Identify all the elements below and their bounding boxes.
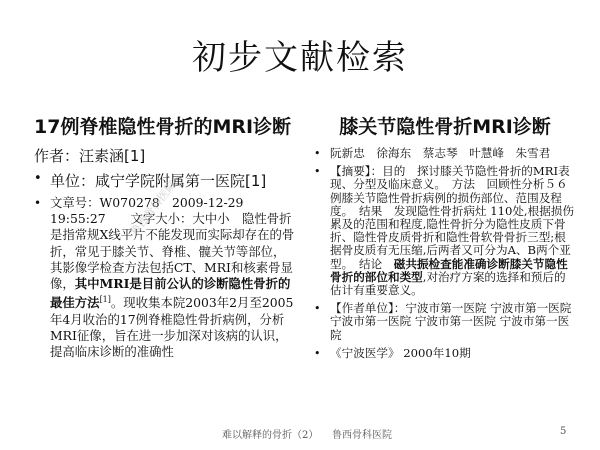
right-abstract-highlight: 磁共振检查能准确诊断膝关节隐性骨折的部位和类型	[330, 256, 568, 284]
right-abstract-text: 【摘要】：目的 探讨膝关节隐性骨折的MRI表现、分型及临床意义。 方法 回顾性分析５６例膝关节隐性骨折病例的损伤部位、范围及程度。 结果 发现隐性骨折病灶 110处,根据损伤累及的范围和程度,隐性骨折分为隐性皮质下骨折、隐性骨皮质骨折和隐性骨软骨骨折三型;根据骨皮质有无压缩,后两者又可分为A、B两个亚型。 结论	[330, 164, 574, 271]
left-body-text: 文章号：W070278 2009-12-29 19:55:27 文字大小：大中小 隐性骨折是指常规X线平片不能发现而实际却存在的骨折，常见于膝关节、脊椎、髋关节等部位，其影像学检查方法包括CT、MRI和核素骨显像，	[50, 195, 295, 292]
right-article-unit	[314, 302, 576, 342]
bullet-dot-icon: •	[34, 196, 42, 210]
left-article	[34, 112, 296, 360]
left-body-highlight: 其中MRI是目前公认的诊断隐性骨折的最佳方法	[50, 276, 291, 311]
right-article-abstract	[314, 165, 576, 297]
right-article-authors	[314, 147, 576, 160]
slide-title: 初步文献检索	[192, 38, 408, 78]
bullet-dot-icon: •	[314, 302, 321, 316]
right-authors-text: 阮新忠 徐海东 蔡志琴 叶慧峰 朱雪君	[330, 146, 551, 160]
footer-presentation-title: 难以解释的骨折（2）	[222, 430, 319, 441]
left-article-body	[34, 195, 296, 360]
left-article-author: 作者：汪素涵[1]	[34, 147, 146, 165]
footer-hospital-name: 鲁西骨科医院	[332, 430, 392, 441]
right-article-journal	[314, 347, 576, 360]
right-article	[314, 112, 576, 365]
right-journal-text: 《宁波医学》 2000年10期	[330, 345, 471, 360]
bullet-dot-icon: •	[314, 147, 321, 160]
right-abstract-text-end: ,对治疗方案的选择和预后的估计有重要意义。	[330, 269, 566, 298]
left-body-citation: [1]	[99, 295, 111, 305]
left-article-unit-text: 单位：咸宁学院附属第一医院[1]	[50, 172, 267, 190]
left-article-title: 17例脊椎隐性骨折的MRI诊断	[34, 116, 292, 138]
left-body-text-end: 。现收集本院2003年2月至2005年4月收治的17例脊椎隐性骨折病例，分析MRI征像，旨在进一步加深对该病的认识，提高临床诊断的准确性	[50, 295, 294, 359]
page-number: 5	[560, 426, 567, 437]
bullet-dot-icon: •	[314, 346, 321, 360]
right-article-title: 膝关节隐性骨折MRI诊断	[339, 116, 551, 138]
watermark-text: 鲁西骨科医院	[127, 178, 179, 239]
bullet-dot-icon: •	[34, 171, 42, 186]
right-unit-text: 【作者单位】：宁波市第一医院 宁波市第一医院 宁波市第一医院 宁波市第一医院 宁波市第一医院	[330, 301, 572, 342]
bullet-dot-icon: •	[314, 165, 321, 179]
